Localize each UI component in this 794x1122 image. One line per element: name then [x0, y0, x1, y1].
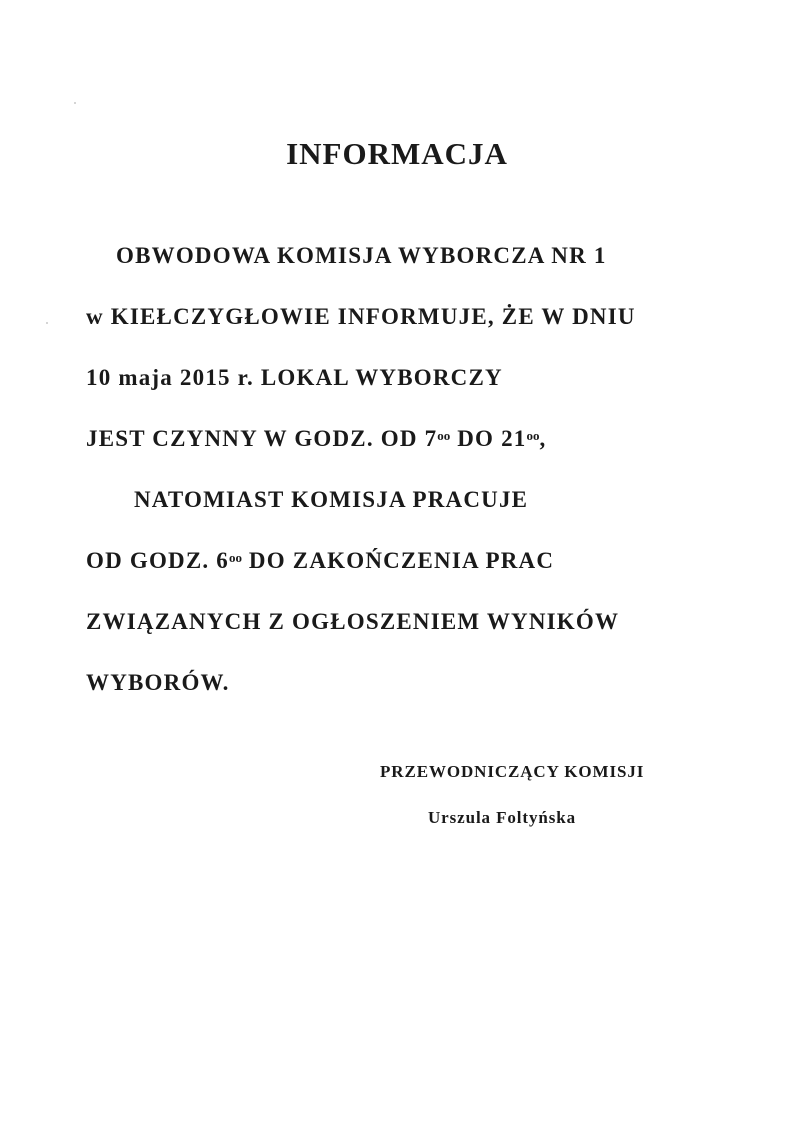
body-line-text: OD GODZ. 6 [86, 548, 229, 573]
body-line-text: JEST CZYNNY W GODZ. OD 7 [86, 426, 438, 451]
body-line-3 [86, 363, 503, 393]
body-line-text: ZWIĄZANYCH Z OGŁOSZENIEM WYNIKÓW [86, 609, 620, 634]
body-line-5 [134, 485, 528, 515]
superscript-hours: oo [526, 428, 540, 443]
scan-speck [74, 102, 76, 104]
body-line-text: OBWODOWA KOMISJA WYBORCZA NR 1 [116, 243, 607, 268]
signature-role: PRZEWODNICZĄCY KOMISJI [380, 762, 645, 781]
superscript-hours: oo [228, 550, 242, 565]
body-line-8 [86, 668, 230, 698]
superscript-hours: oo [437, 428, 451, 443]
body-line-6 [86, 546, 554, 576]
body-line-4 [86, 424, 546, 454]
body-line-text: WYBORÓW. [86, 670, 230, 695]
body-line-text: 10 maja 2015 r. LOKAL WYBORCZY [86, 365, 503, 390]
scan-speck [46, 322, 48, 324]
body-line-1 [116, 241, 607, 271]
body-line-7 [86, 607, 619, 637]
body-line-text: NATOMIAST KOMISJA PRACUJE [134, 487, 529, 512]
body-line-text: DO ZAKOŃCZENIA PRAC [241, 548, 555, 573]
body-line-text: DO 21 [450, 426, 527, 451]
body-line-text: , [539, 426, 547, 451]
signature-name: Urszula Foltyńska [428, 808, 577, 827]
document-title: INFORMACJA [286, 136, 508, 171]
body-line-text: w KIEŁCZYGŁOWIE INFORMUJE, ŻE W DNIU [86, 304, 636, 329]
body-line-2 [86, 302, 636, 332]
